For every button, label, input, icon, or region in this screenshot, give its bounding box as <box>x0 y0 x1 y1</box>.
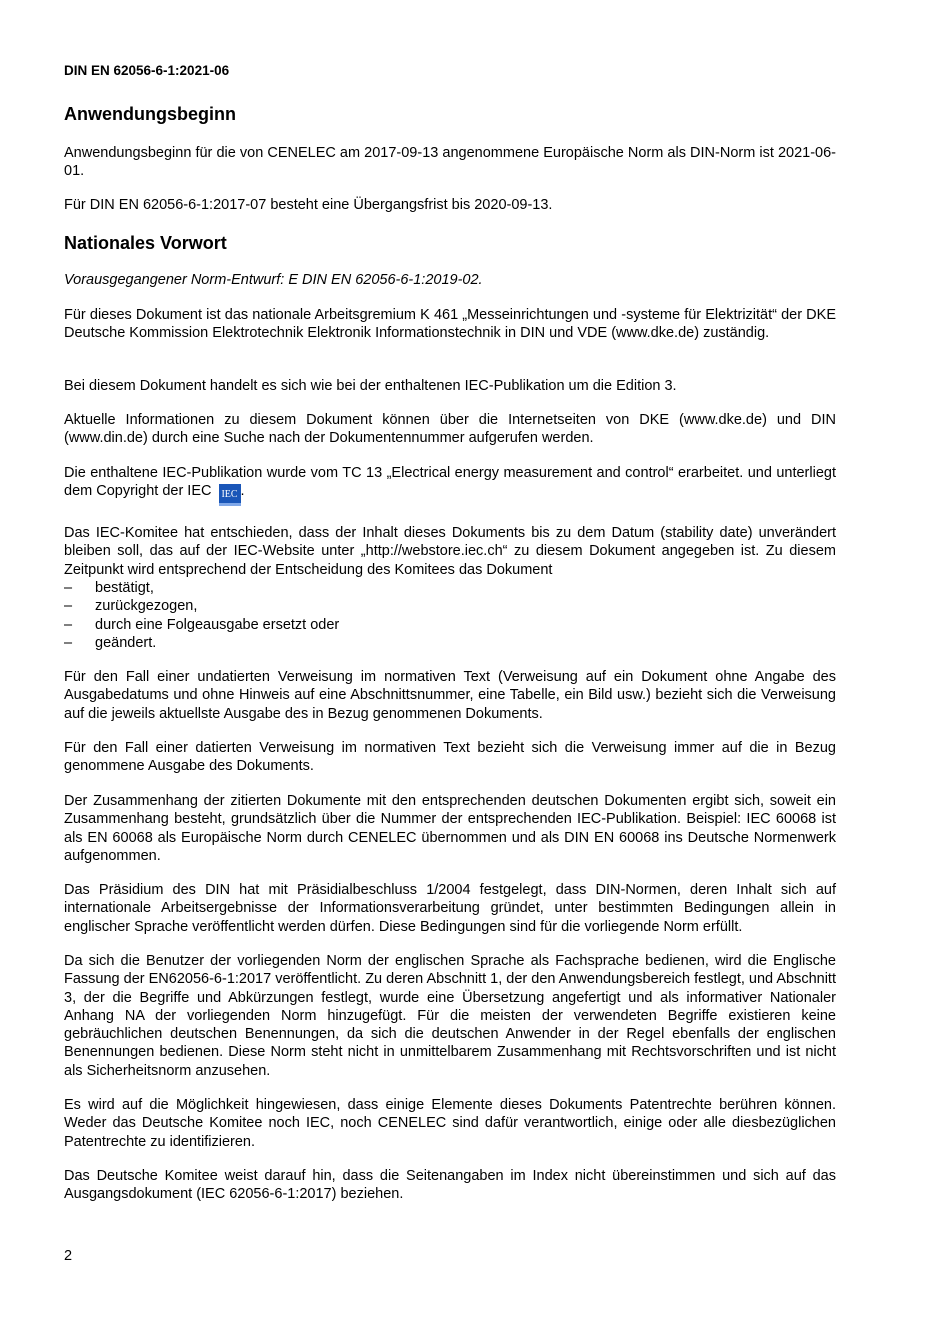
list-item-text: geändert. <box>95 634 157 651</box>
section-title-vorwort: Nationales Vorwort <box>64 233 227 253</box>
list-dash: – <box>64 616 73 633</box>
iec-publication-text: Die enthaltene IEC-Publikation wurde vom TC 13 „Electrical energy measurement and control“ erarbeitet. und unterliegt dem Copyright der IEC <box>64 465 836 500</box>
paragraph-iec-publication <box>64 464 836 506</box>
paragraph-stability: Das IEC-Komitee hat entschieden, dass der Inhalt dieses Dokuments bis zu dem Datum (stability date) unverändert bleiben soll, das auf der IEC-Website unter „http://webstore.iec.ch“ zu diesem Dokument angegeben ist. Zu diesem Zeitpunkt wird entsprechend der Entscheidung des Komitees das Dokument <box>64 525 836 578</box>
paragraph-index-note: Das Deutsche Komitee weist darauf hin, dass die Seitenangaben im Index nicht übereinstimmen und sich auf das Ausgangsdokument (IEC 62056-6-1:2017) beziehen. <box>64 1168 836 1203</box>
list-item <box>64 597 836 615</box>
list-item-text: durch eine Folgeausgabe ersetzt oder <box>95 616 340 633</box>
draft-note: Vorausgegangener Norm-Entwurf: E DIN EN 62056-6-1:2019-02. <box>64 272 483 288</box>
page-number: 2 <box>64 1248 73 1264</box>
list-dash: – <box>64 598 73 615</box>
paragraph-start-date: Anwendungsbeginn für die von CENELEC am 2017-09-13 angenommene Europäische Norm als DIN-Norm ist 2021-06-01. <box>64 145 836 180</box>
section-title-anwendungsbeginn: Anwendungsbeginn <box>64 104 236 124</box>
list-dash: – <box>64 580 73 596</box>
iec-logo-icon: IEC <box>219 484 241 506</box>
paragraph-transition: Für DIN EN 62056-6-1:2017-07 besteht eine Übergangsfrist bis 2020-09-13. <box>64 197 553 213</box>
iec-publication-end: . <box>240 483 245 500</box>
paragraph-english-version: Da sich die Benutzer der vorliegenden Norm der englischen Sprache als Fachsprache bedienen, wird die Englische Fassung der EN62056-6-1:2017 veröffentlicht. Zu deren Abschnitt 1, der den Anwendungsbereich festlegt, und Abschnitt 3, der die Begriffe und Abkürzungen festlegt, wurde eine Übersetzung angefertigt und als informativer Nationaler Anhang NA der vorliegenden Norm hinzugefügt. Für die meisten der verwendeten Begriffe existieren keine gebräuchlichen deutschen Benennungen, da sich die deutschen Anwender in der Regel ebenfalls der englischen Benennungen bedienen. Diese Norm steht nicht in unmittelbarem Zusammenhang mit Rechtsvorschriften und ist nicht als Sicherheitsnorm anzusehen. <box>64 953 836 1079</box>
paragraph-praesidium: Das Präsidium des DIN hat mit Präsidialbeschluss 1/2004 festgelegt, dass DIN-Normen, deren Inhalt sich auf internationale Arbeitsergebnisse der Informationsverarbeitung gründet, unter bestimmten Bedingungen allein in englischer Sprache veröffentlicht werden dürfen. Diese Bedingungen sind für die vorliegende Norm erfüllt. <box>64 882 836 935</box>
document-id: DIN EN 62056-6-1:2021-06 <box>64 63 230 78</box>
list-item-text: bestätigt, <box>95 580 154 596</box>
paragraph-gremium: Für dieses Dokument ist das nationale Arbeitsgremium K 461 „Messeinrichtungen und -systeme für Elektrizität“ der DKE Deutsche Kommission Elektrotechnik Elektronik Informationstechnik in DIN und VDE (www.dke.de) zuständig. <box>64 307 836 342</box>
decision-list <box>64 579 836 652</box>
list-item <box>64 616 836 634</box>
paragraph-info: Aktuelle Informationen zu diesem Dokument können über die Internetseiten von DKE (www.dke.de) und DIN (www.din.de) durch eine Suche nach der Dokumentennummer aufgerufen werden. <box>64 412 836 447</box>
paragraph-relation: Der Zusammenhang der zitierten Dokumente mit den entsprechenden deutschen Dokumenten ergibt sich, soweit ein Zusammenhang besteht, grundsätzlich über die Nummer der entsprechenden IEC-Publikation. Beispiel: IEC 60068 ist als EN 60068 als Europäische Norm durch CENELEC übernommen und als DIN EN 60068 ins Deutsche Normenwerk aufgenommen. <box>64 793 836 864</box>
list-dash: – <box>64 634 73 651</box>
list-item <box>64 579 836 597</box>
paragraph-patent: Es wird auf die Möglichkeit hingewiesen, dass einige Elemente dieses Dokuments Patentrechte berühren können. Weder das Deutsche Komitee noch IEC, noch CENELEC sind dafür verantwortlich, einige oder alle diesbezüglichen Patentrechte zu identifizieren. <box>64 1097 836 1150</box>
paragraph-undated-reference: Für den Fall einer undatierten Verweisung im normativen Text (Verweisung auf ein Dokument ohne Angabe des Ausgabedatums und ohne Hinweis auf eine Abschnittsnummer, eine Tabelle, ein Bild usw.) bezieht sich die Verweisung auf die jeweils aktuellste Ausgabe des in Bezug genommenen Dokuments. <box>64 669 836 722</box>
paragraph-edition: Bei diesem Dokument handelt es sich wie bei der enthaltenen IEC-Publikation um die Edition 3. <box>64 378 677 394</box>
paragraph-dated-reference: Für den Fall einer datierten Verweisung im normativen Text bezieht sich die Verweisung immer auf die in Bezug genommene Ausgabe des Dokuments. <box>64 740 836 775</box>
list-item-text: zurückgezogen, <box>95 598 198 615</box>
list-item <box>64 634 836 652</box>
